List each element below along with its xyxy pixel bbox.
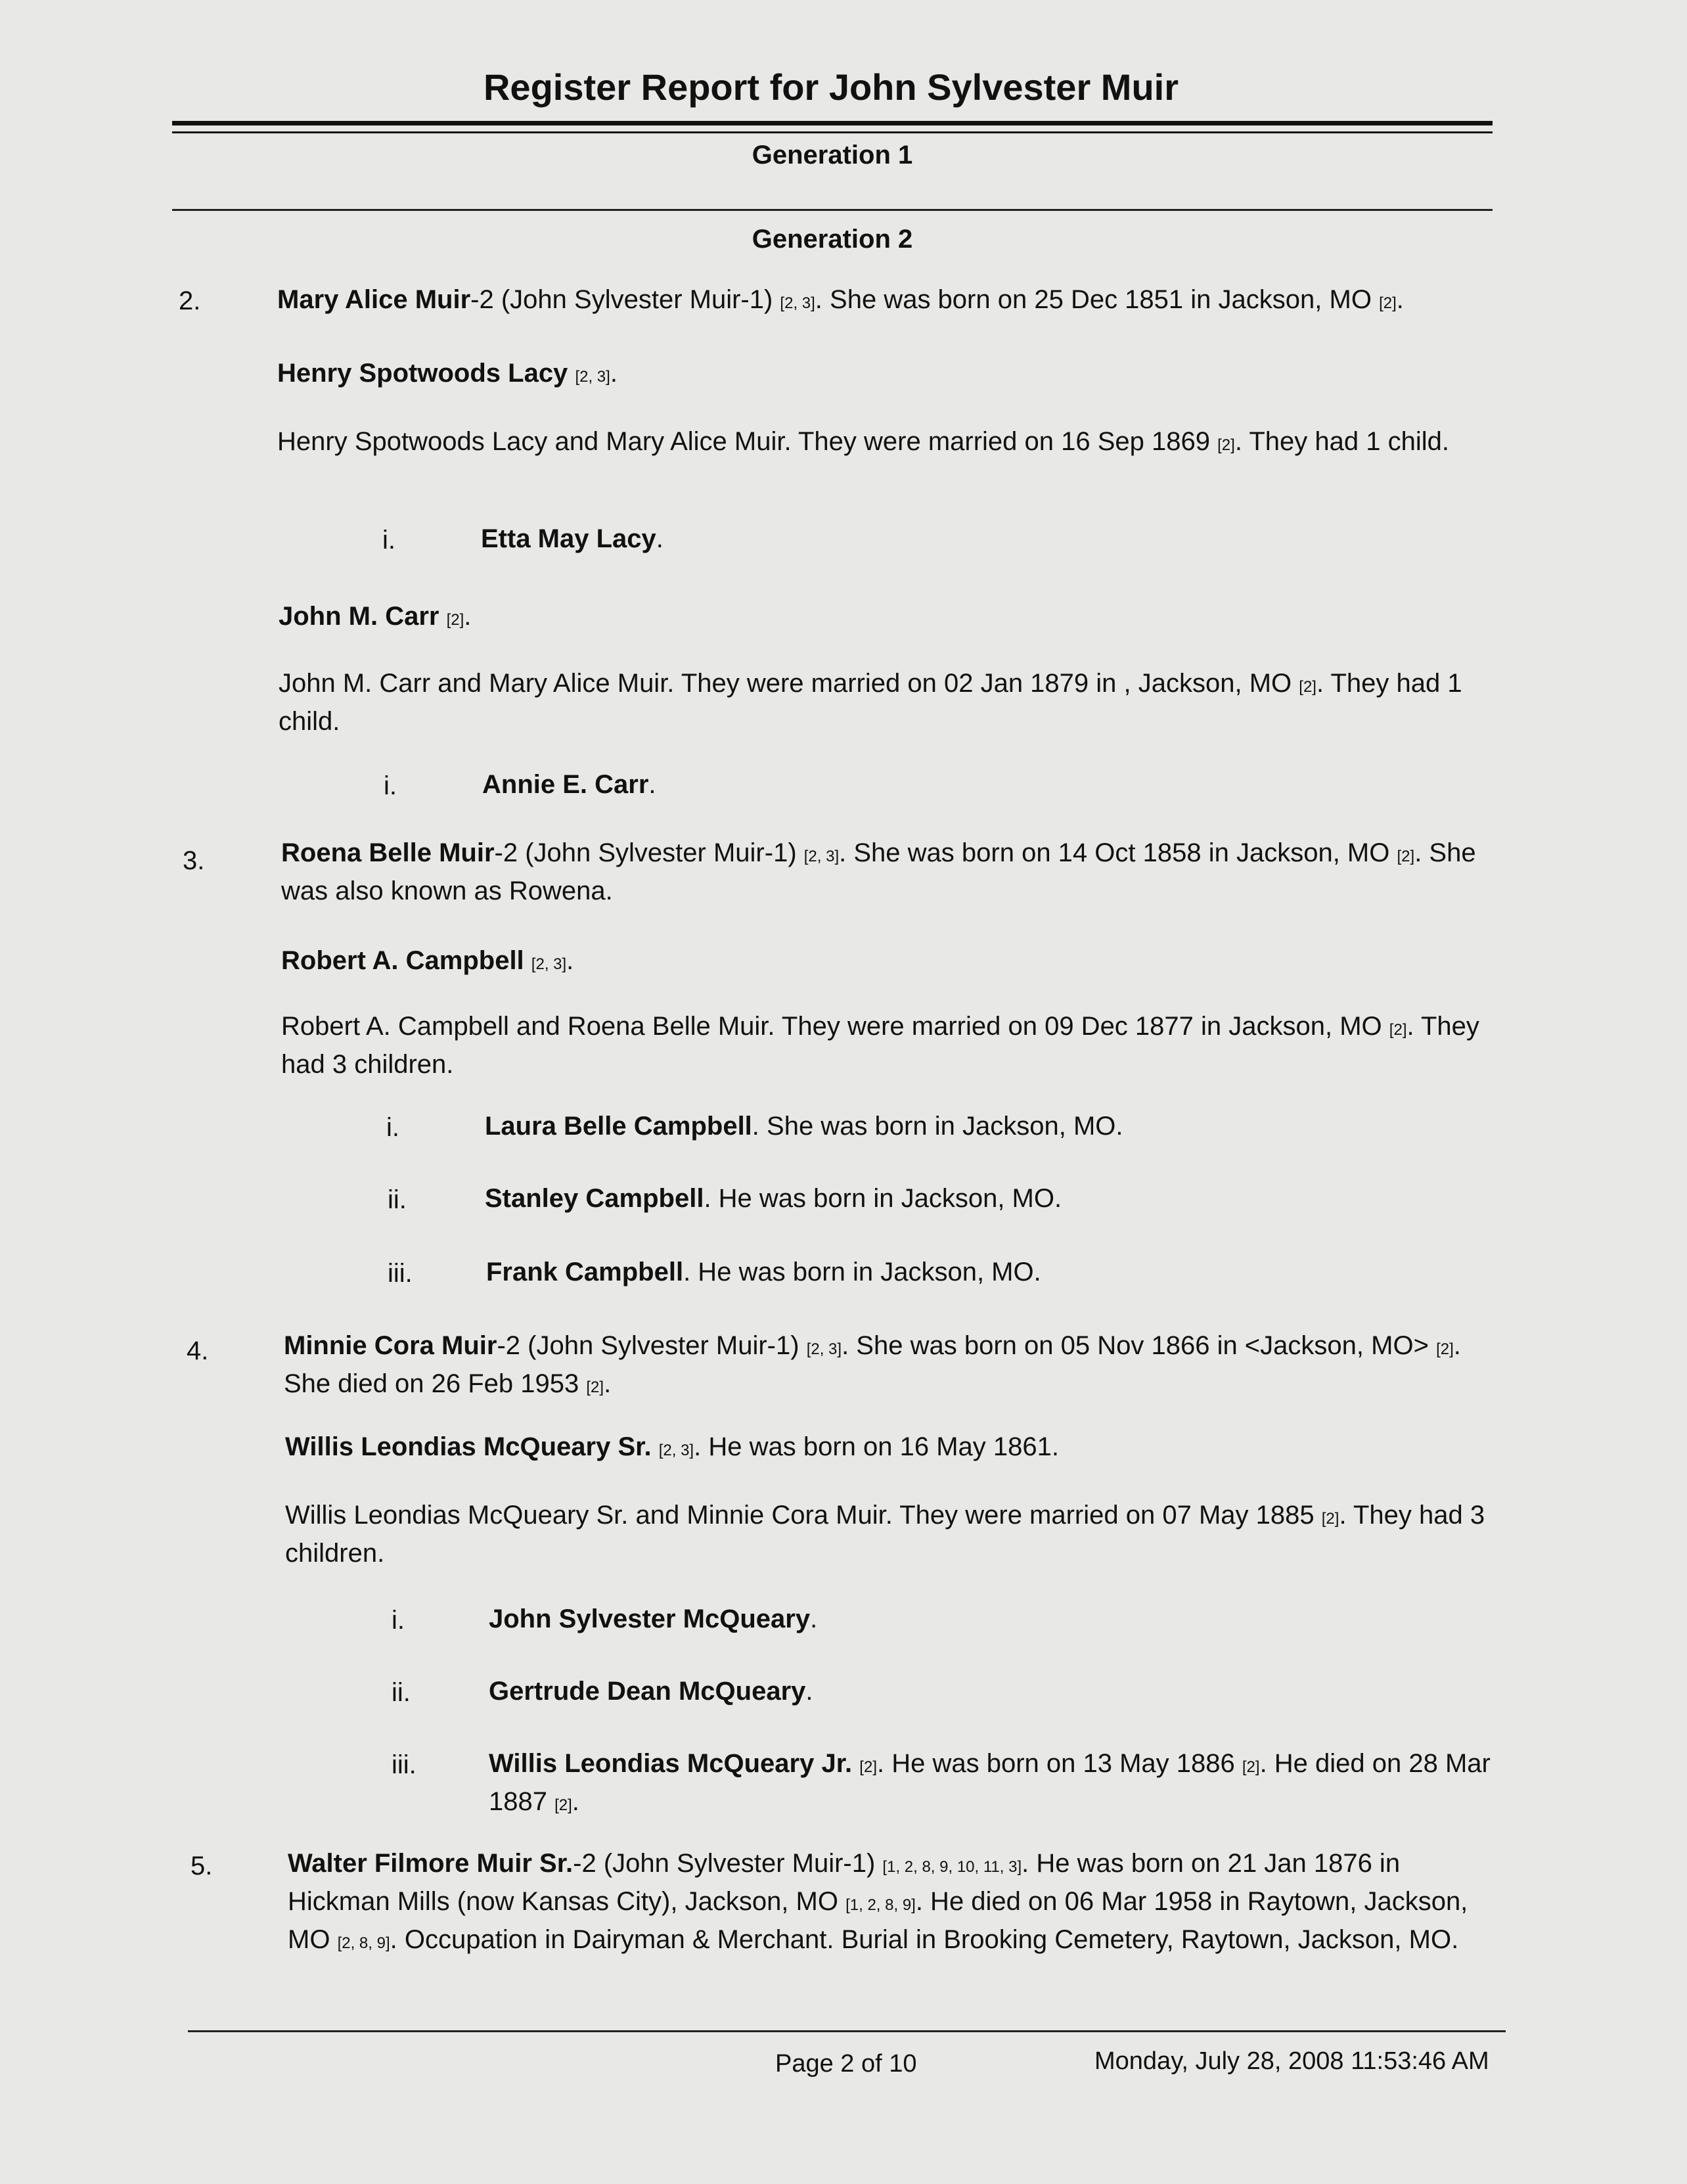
marriage-text: Robert A. Campbell and Roena Belle Muir. They were married on 09 Dec 1877 in Jackson, MO [2]. They had 3 children. bbox=[281, 1012, 1479, 1079]
entry-text: Roena Belle Muir-2 (John Sylvester Muir-1) [2, 3]. She was born on 14 Oct 1858 in Jackson, MO [2]. She was also known as Rowena. bbox=[281, 838, 1476, 905]
citation: [2] bbox=[1379, 294, 1397, 312]
citation: [2, 3] bbox=[531, 955, 567, 973]
citation: [1, 2, 8, 9, 10, 11, 3] bbox=[882, 1858, 1022, 1876]
citation: [2] bbox=[859, 1758, 877, 1776]
entry-text: Walter Filmore Muir Sr.-2 (John Sylvester Muir-1) [1, 2, 8, 9, 10, 11, 3]. He was born on 21 Jan 1876 in Hickman Mills (now Kansas City), Jackson, MO [1, 2, 8, 9]. He died on 06 Mar 1958 in Raytown, Jackson, MO [2, 8, 9]. Occupation in Dairyman & Merchant. Burial in Brooking Cemetery, Raytown, Jackson, MO. bbox=[288, 1849, 1468, 1954]
child-number: iii. bbox=[392, 1750, 416, 1779]
marriage-text: Willis Leondias McQueary Sr. and Minnie Cora Muir. They were married on 07 May 1885 [2]. They had 3 children. bbox=[285, 1501, 1485, 1568]
marriage-text: John M. Carr and Mary Alice Muir. They were married on 02 Jan 1879 in , Jackson, MO [2]. They had 1 child. bbox=[279, 669, 1462, 736]
person-name: Walter Filmore Muir Sr. bbox=[288, 1849, 574, 1878]
footer-rule bbox=[188, 2030, 1506, 2032]
child-number: i. bbox=[386, 1113, 399, 1142]
child-number: i. bbox=[382, 526, 395, 555]
citation: [2] bbox=[1321, 1510, 1339, 1528]
entry-text: Mary Alice Muir-2 (John Sylvester Muir-1) [2, 3]. She was born on 25 Dec 1851 in Jackson, MO [2]. bbox=[277, 285, 1404, 314]
marriage-text: Henry Spotwoods Lacy and Mary Alice Muir. They were married on 16 Sep 1869 [2]. They had 1 child. bbox=[277, 427, 1449, 456]
generation-2-heading: Generation 2 bbox=[752, 225, 913, 254]
spouse-name: Henry Spotwoods Lacy [2, 3]. bbox=[277, 359, 618, 388]
spouse-name: Robert A. Campbell [2, 3]. bbox=[281, 946, 574, 975]
child-number: ii. bbox=[388, 1185, 407, 1214]
generation-rule bbox=[172, 209, 1493, 211]
page-number: Page 2 of 10 bbox=[775, 2050, 917, 2078]
citation: [2, 3] bbox=[780, 294, 815, 312]
citation: [2] bbox=[446, 611, 464, 629]
citation: [2, 3] bbox=[658, 1442, 694, 1459]
person-name: Minnie Cora Muir bbox=[284, 1331, 497, 1360]
citation: [2] bbox=[1436, 1340, 1454, 1358]
child-entry: John Sylvester McQueary. bbox=[489, 1604, 818, 1633]
citation: [2] bbox=[1217, 436, 1235, 454]
person-name: Roena Belle Muir bbox=[281, 838, 495, 867]
citation: [1, 2, 8, 9] bbox=[845, 1896, 916, 1914]
entry-number: 2. bbox=[179, 286, 201, 315]
report-timestamp: Monday, July 28, 2008 11:53:46 AM bbox=[1094, 2047, 1489, 2075]
child-entry: Annie E. Carr. bbox=[482, 770, 656, 799]
citation: [2, 3] bbox=[803, 848, 840, 865]
citation: [2] bbox=[1389, 1021, 1407, 1039]
entry-number: 4. bbox=[187, 1336, 209, 1365]
child-entry: Frank Campbell. He was born in Jackson, MO. bbox=[486, 1258, 1041, 1286]
citation: [2] bbox=[554, 1796, 572, 1814]
citation: [2] bbox=[1299, 678, 1316, 696]
person-name: Mary Alice Muir bbox=[277, 285, 471, 314]
citation: [2, 3] bbox=[575, 368, 610, 386]
child-entry: Laura Belle Campbell. She was born in Jackson, MO. bbox=[485, 1112, 1123, 1141]
title-rule-thin bbox=[172, 131, 1493, 133]
citation: [2, 8, 9] bbox=[337, 1934, 390, 1952]
child-number: iii. bbox=[388, 1259, 413, 1288]
title-rule-thick bbox=[172, 121, 1493, 125]
spouse-name: John M. Carr [2]. bbox=[279, 602, 472, 631]
child-number: i. bbox=[392, 1606, 405, 1635]
child-number: i. bbox=[384, 771, 397, 800]
citation: [2] bbox=[1242, 1758, 1260, 1776]
citation: [2] bbox=[1397, 848, 1415, 865]
generation-1-heading: Generation 1 bbox=[752, 141, 913, 170]
page-title: Register Report for John Sylvester Muir bbox=[483, 66, 1179, 108]
spouse-name: Willis Leondias McQueary Sr. [2, 3]. He was born on 16 May 1861. bbox=[285, 1432, 1059, 1461]
citation: [2, 3] bbox=[806, 1340, 842, 1358]
child-number: ii. bbox=[392, 1678, 411, 1707]
child-entry: Willis Leondias McQueary Jr. [2]. He was born on 13 May 1886 [2]. He died on 28 Mar 1887 [2]. bbox=[489, 1749, 1491, 1816]
citation: [2] bbox=[586, 1378, 604, 1396]
entry-text: Minnie Cora Muir-2 (John Sylvester Muir-1) [2, 3]. She was born on 05 Nov 1866 in <Jackson, MO> [2]. She died on 26 Feb 1953 [2]. bbox=[284, 1331, 1461, 1398]
child-entry: Etta May Lacy. bbox=[481, 524, 664, 553]
child-entry: Gertrude Dean McQueary. bbox=[489, 1677, 813, 1706]
entry-number: 5. bbox=[191, 1852, 213, 1880]
child-entry: Stanley Campbell. He was born in Jackson, MO. bbox=[485, 1184, 1062, 1213]
entry-number: 3. bbox=[183, 846, 205, 875]
